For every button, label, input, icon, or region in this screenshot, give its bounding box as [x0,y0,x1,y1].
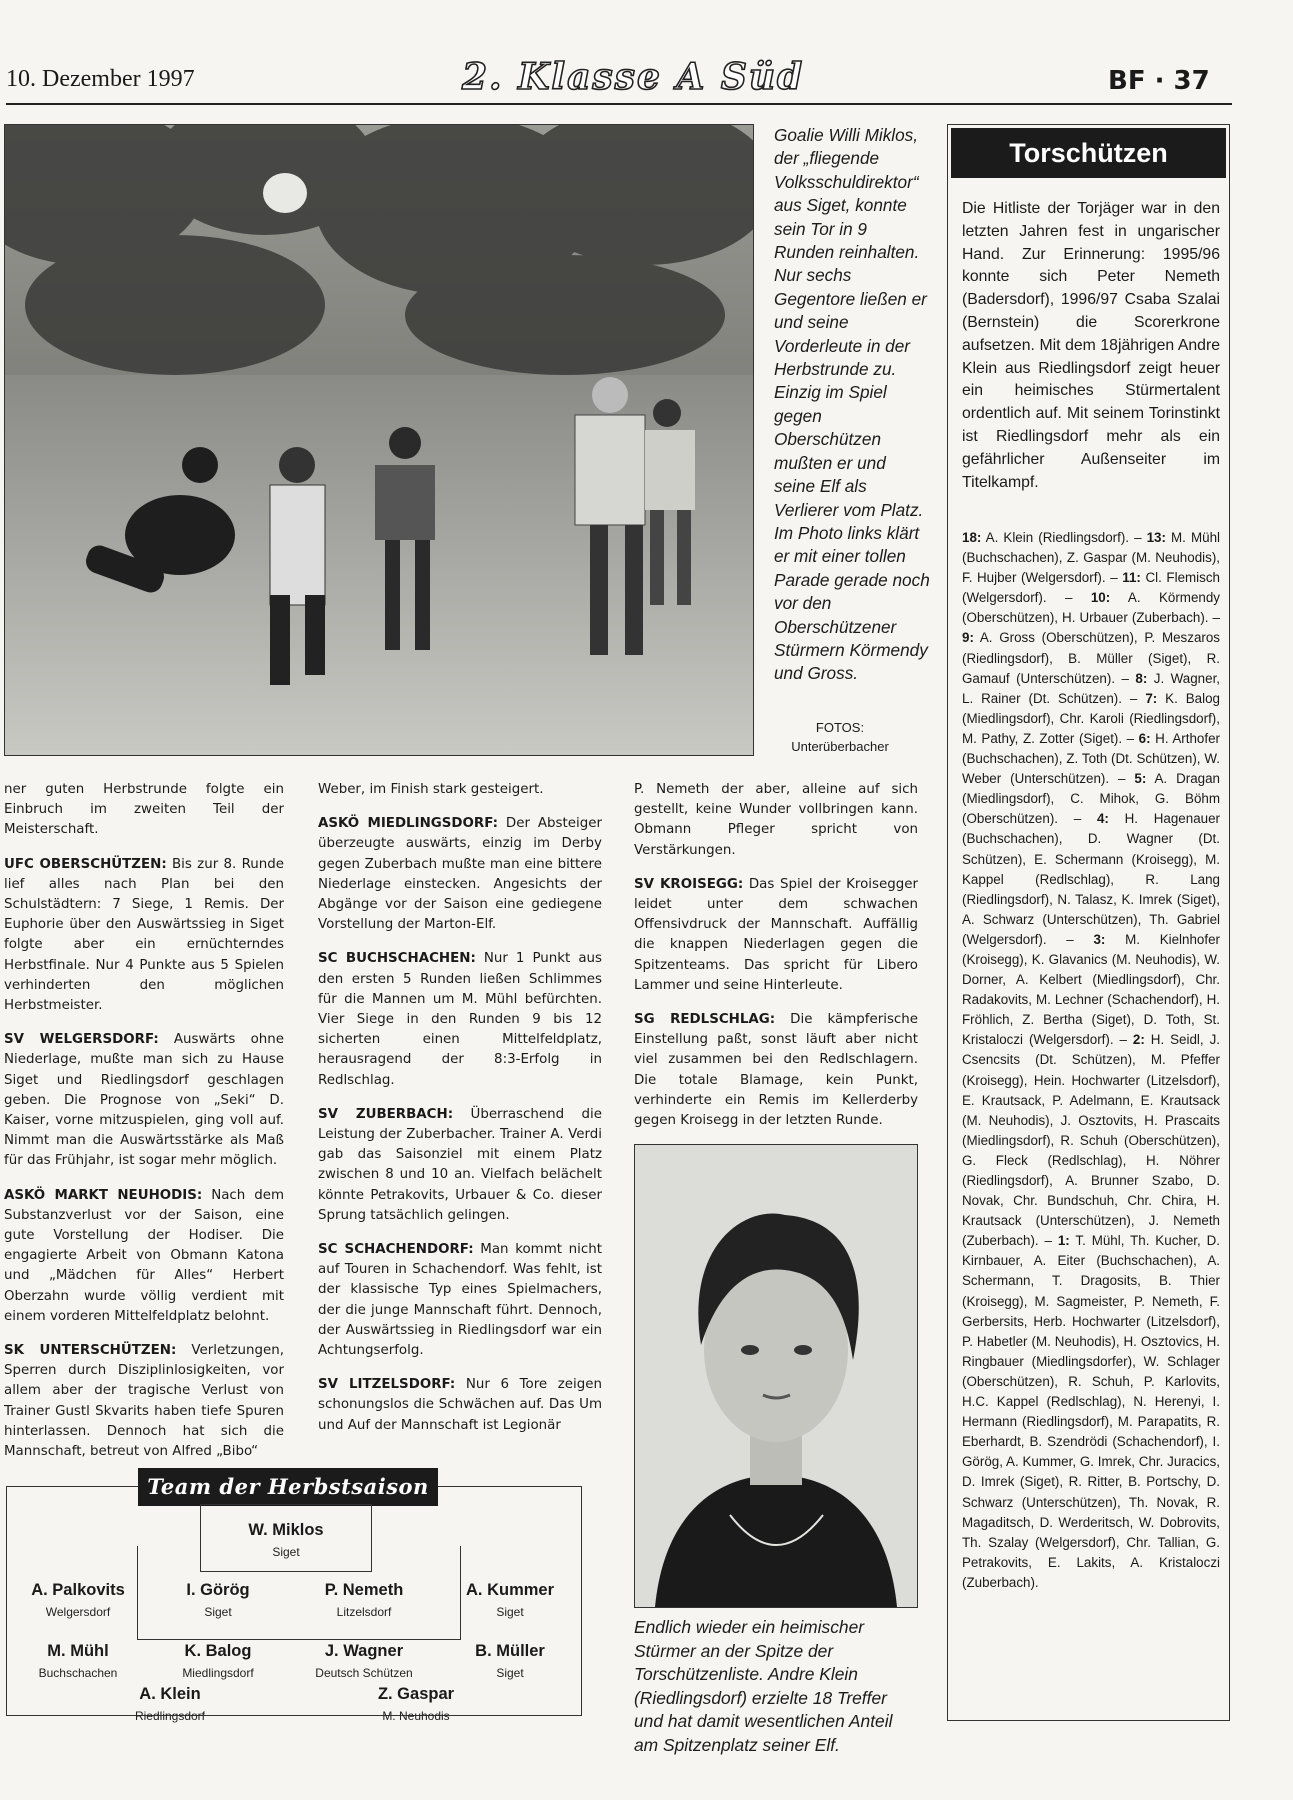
team-player-fw2-name: Z. Gaspar [377,1685,455,1703]
article-paragraph: SV KROISEGG: Das Spiel der Kroisegger leidet unter dem schwachen Offensivdruck der Mannschaft. Auffällig die knappen Niederlagen gegen die Spitzenteams. Das spricht für Libero Lammer und seine Hinterleute. [634,876,918,993]
scorer-entry: 7: K. Balog (Miedlingsdorf), Chr. Karoli (Riedlingsdorf), M. Pathy, Z. Zotter (Siget). – [962,690,1220,746]
article-paragraph: SG REDLSCHLAG: Die kämpferische Einstellung paßt, sonst läuft aber nicht viel zusammen bei den Redlschlagern. Die totale Blamage, kein Punkt, verhinderte ein Remis im Kellerderby gegen Kroisegg in der letzten Runde. [634,1012,919,1129]
scorers-list [962,528,1220,1593]
soccer-photo-drawing [5,125,753,755]
article-paragraph: SK UNTERSCHÜTZEN: Verletzungen, Sperren durch Disziplinlosigkeiten, vor allem aber der tragische Verlust von Trainer Gustl Skvarits haben tiefe Spuren hinterlassen. Dennoch hat sich die Mannschaft, betreut von Alfred „Bibo“ [4,1343,284,1460]
header-rule [6,103,1232,105]
team-player-def4-name: A. Kummer [465,1581,555,1599]
team-player-fw1-club: Riedlingsdorf [134,1709,206,1723]
portrait-photo [634,1144,918,1608]
scorer-entry: 3: M. Kielnhofer (Kroisegg), K. Glavanics (M. Neuhodis), W. Dorner, A. Kelbert (Miedlingsdorf), Chr. Radakovits, M. Lechner (Schachendorf), H. Fröhlich, Z. Bertha (Siget), D. Toth, St. Kristaloczi (Welgersdorf). – [962,931,1220,1048]
article-column-1 [4,780,284,1476]
team-player-def3-name: P. Nemeth [324,1581,404,1599]
article-paragraph: SC BUCHSCHACHEN: Nur 1 Punkt aus den ersten 5 Runden ließen Schlimmes für die Mannen um M. Mühl befürchten. Vier Siege in den Runden 9 bis 12 sicherten einen Mittelfeldplatz, herausragend der 8:3-Erfolg in Redlschlag. [318,951,602,1088]
team-player-def2-name: I. Görög [186,1581,250,1599]
team-player-mid2-name: K. Balog [184,1642,252,1660]
scorer-entry: 9: A. Gross (Oberschützen), P. Meszaros (Riedlingsdorf), B. Müller (Siget), R. Gamauf (Unterschützen). – [962,630,1220,686]
scorer-entry: 18: A. Klein (Riedlingsdorf). – [962,530,1147,545]
scorer-entry: 6: H. Arthofer (Buchschachen), Z. Toth (Dt. Schützen), W. Weber (Unterschützen). – [962,730,1220,787]
article-paragraph: Weber, im Finish stark gesteigert. [318,782,544,797]
scorer-entry: 11: Cl. Flemisch (Welgersdorf). – [962,570,1220,606]
portrait-drawing [635,1145,917,1607]
team-box-title: Team der Herbstsaison [138,1468,438,1506]
article-paragraph: SV ZUBERBACH: Überraschend die Leistung der Zuberbacher. Trainer A. Verdi gab das Saisonziel mit einem Platz zwischen 8 und 10 an. Vielfach belächelt könnte Petrakovits, Urbauer & Co. dieser Sprung tatsächlich gelingen. [318,1106,602,1223]
issue-date: 10. Dezember 1997 [6,66,195,92]
team-player-fw2-club: M. Neuhodis [382,1709,450,1723]
soccer-match-photo [4,124,754,756]
article-paragraph: ASKÖ MARKT NEUHODIS: Nach dem Substanzverlust vor der Saison, eine gute Vorstellung der Hodiser. Die engagierte Arbeit von Obmann Katona und „Mädchen für Alles“ Herbert Oberzahn wurde völlig verdient mit einem vorderen Mittelfeldplatz belohnt. [4,1187,284,1324]
team-player-def1-club: Welgersdorf [45,1605,111,1619]
photo-caption: Goalie Willi Miklos, der „fliegende Volksschuldirektor“ aus Siget, konnte sein Tor in 9 Runden reinhalten. Nur sechs Gegentore ließen er und seine Vorderleute in der Herbstrunde zu. Einzig im Spiel gegen Oberschützen mußten er und seine Elf als Verlierer vom Platz. Im Photo links klärt er mit einer tollen Parade gerade noch vor den Oberschützener Stürmern Körmendy und Gross. [774,125,930,684]
scorer-entry: 5: A. Dragan (Miedlingsdorf), C. Mihok, G. Böhm (Oberschützen). – [962,771,1220,827]
scorer-entry: 4: H. Hagenauer (Buchschachen), D. Wagner (Dt. Schützen), E. Schermann (Kroisegg), M. Kappel (Redlschlag), R. Lang (Riedlingsdorf), N. Talasz, K. Imrek (Siget), A. Schwarz (Unterschützen), Th. Gabriel (Welgersdorf). – [962,811,1220,947]
team-player-fw1-name: A. Klein [139,1685,201,1703]
team-player-mid2-club: Miedlingsdorf [182,1666,254,1680]
article-column-2 [318,780,602,1450]
team-player-mid4-name: B. Müller [475,1642,545,1660]
team-player-def2-club: Siget [204,1605,232,1619]
page-number: BF · 37 [1108,66,1210,96]
article-paragraph: ner guten Herbstrunde folgte ein Einbruch im zweiten Teil der Meisterschaft. [4,782,284,838]
team-player-mid3-name: J. Wagner [324,1642,404,1660]
article-column-3 [634,780,918,1145]
section-title: 2. Klasse A Süd [462,56,805,98]
scorer-entry: 1: T. Mühl, Th. Kucher, D. Kirnbauer, A. Eiter (Buchschachen), A. Schermann, T. Dragosits, B. Thier (Kroisegg), M. Sagmeister, P. Nemeth, F. Gerbersits, Herb. Hochwarter (Litzelsdorf), P. Habetler (M. Neuhodis), H. Osztovics, H. Ringbauer (Miedlingsdorfer), W. Schlager (Oberschützen), R. Schuh, P. Karlovits, H.C. Kappel (Redlschlag), N. Herenyi, I. Hermann (Riedlingsdorf), M. Parapatits, R. Eberhardt, B. Szendrödi (Schachendorf), I. Görög, A. Kummer, G. Imrek, Chr. Juracics, D. Imrek (Siget), R. Ritter, B. Portschy, D. Schwarz (Unterschützen), Th. Novak, R. Magaditsch, D. Werderitsch, W. Dobrovits, Th. Szalay (Welgersdorf), Chr. Tallian, G. Petrakovits, E. Lakits, A. Kristaloczi (Zuberbach). [962,1233,1220,1590]
article-paragraph: UFC OBERSCHÜTZEN: Bis zur 8. Runde lief alles nach Plan bei den Schulstädtern: 7 Siege, 1 Remis. Der Euphorie über den Auswärtssieg in Siget folgte aber ein ernüchterndes Herbstfinale. Nur 4 Punkte aus 5 Spielen verhinderten den möglichen Herbstmeister. [4,856,284,1014]
photo-credit-label: FOTOS: [815,720,865,735]
photo-credit-name: Unterüberbacher [791,739,889,754]
scorer-entry: 8: J. Wagner, L. Rainer (Dt. Schützen). – [962,670,1221,706]
article-paragraph: SV LITZELSDORF: Nur 6 Tore zeigen schonungslos die Schwächen auf. Das Um und Auf der Mannschaft ist Legionär [318,1377,602,1433]
team-player-def4-club: Siget [496,1605,524,1619]
team-player-gk-club: Siget [272,1545,300,1559]
team-player-mid1-club: Buchschachen [38,1666,118,1680]
article-paragraph: P. Nemeth der aber, alleine auf sich gestellt, keine Wunder vollbringen kann. Obmann Pfleger spricht von Verstärkungen. [634,782,918,858]
scorer-entry: 10: A. Körmendy (Oberschützen), H. Urbauer (Zuberbach). – [962,590,1220,626]
article-paragraph: SV WELGERSDORF: Auswärts ohne Niederlage, mußte man sich zu Hause Siget und Riedlingsdorf geschlagen geben. Die Prognose von „Seki“ D. Kaiser, vorne mitzuspielen, ging voll auf. Nimmt man die Auswärtsstärke als Maß für das Frühjahr, ist sogar mehr möglich. [4,1032,284,1169]
team-player-def1-name: A. Palkovits [31,1581,125,1599]
scorer-entry: 13: M. Mühl (Buchschachen), Z. Gaspar (M. Neuhodis), F. Hujber (Welgersdorf). – [962,530,1220,586]
team-player-mid4-club: Siget [496,1666,524,1680]
photo-credit [770,718,910,756]
scorers-sidebar-intro: Die Hitliste der Torjäger war in den letzten Jahren fest in ungarischer Hand. Zur Erinnerung: 1995/96 konnte sich Peter Nemeth (Badersdorf), 1996/97 Csaba Szalai (Bernstein) die Scorerkrone aufsetzen. Mit dem 18jährigen Andre Klein aus Riedlingsdorf zeigt heuer ein heimisches Stürmertalent ordentlich auf. Mit seinem Torinstinkt ist Riedlingsdorf mehr als ein gefährlicher Außenseiter im Titelkampf. [962,200,1220,491]
team-player-gk-name: W. Miklos [248,1521,324,1539]
portrait-caption: Endlich wieder ein heimischer Stürmer an der Spitze der Torschützenliste. Andre Klein (Riedlingsdorf) erzielte 18 Treffer und hat damit wesentlichen Anteil am Spitzenplatz seiner Elf. [634,1617,893,1755]
article-paragraph: SC SCHACHENDORF: Man kommt nicht auf Touren in Schachendorf. Was fehlt, ist der klassische Typ eines Spielmachers, der die junge Mannschaft führt. Dennoch, der Auswärtssieg in Riedlingsdorf war ein Achtungserfolg. [318,1242,602,1359]
team-player-mid1-name: M. Mühl [47,1642,109,1660]
scorers-sidebar-title: Torschützen [951,128,1226,178]
article-paragraph: ASKÖ MIEDLINGSDORF: Der Absteiger überzeugte auswärts, einzig im Derby gegen Zuberbach mußte man eine bittere Niederlage einstecken. Angesichts der Abgänge vor der Saison eine gediegene Vorstellung der Marton-Elf. [318,816,602,933]
scorer-entry: 2: H. Seidl, J. Csencsits (Dt. Schützen), M. Pfeffer (Kroisegg), Hein. Hochwarter (Litzelsdorf), E. Krautsack, P. Adelmann, E. Krautsack (M. Neuhodis), J. Osztovits, H. Prascaits (Miedlingsdorf), R. Schuh (Oberschützen), G. Fleck (Redlschlag), H. Nöhrer (Riedlingsdorf), A. Brunner Szabo, D. Novak, Chr. Bundschuh, Chr. Chira, H. Krautsack (Unterschützen), J. Nemeth (Zuberbach). – [962,1032,1220,1249]
team-player-mid3-club: Deutsch Schützen [315,1666,413,1680]
team-player-def3-club: Litzelsdorf [336,1605,392,1619]
